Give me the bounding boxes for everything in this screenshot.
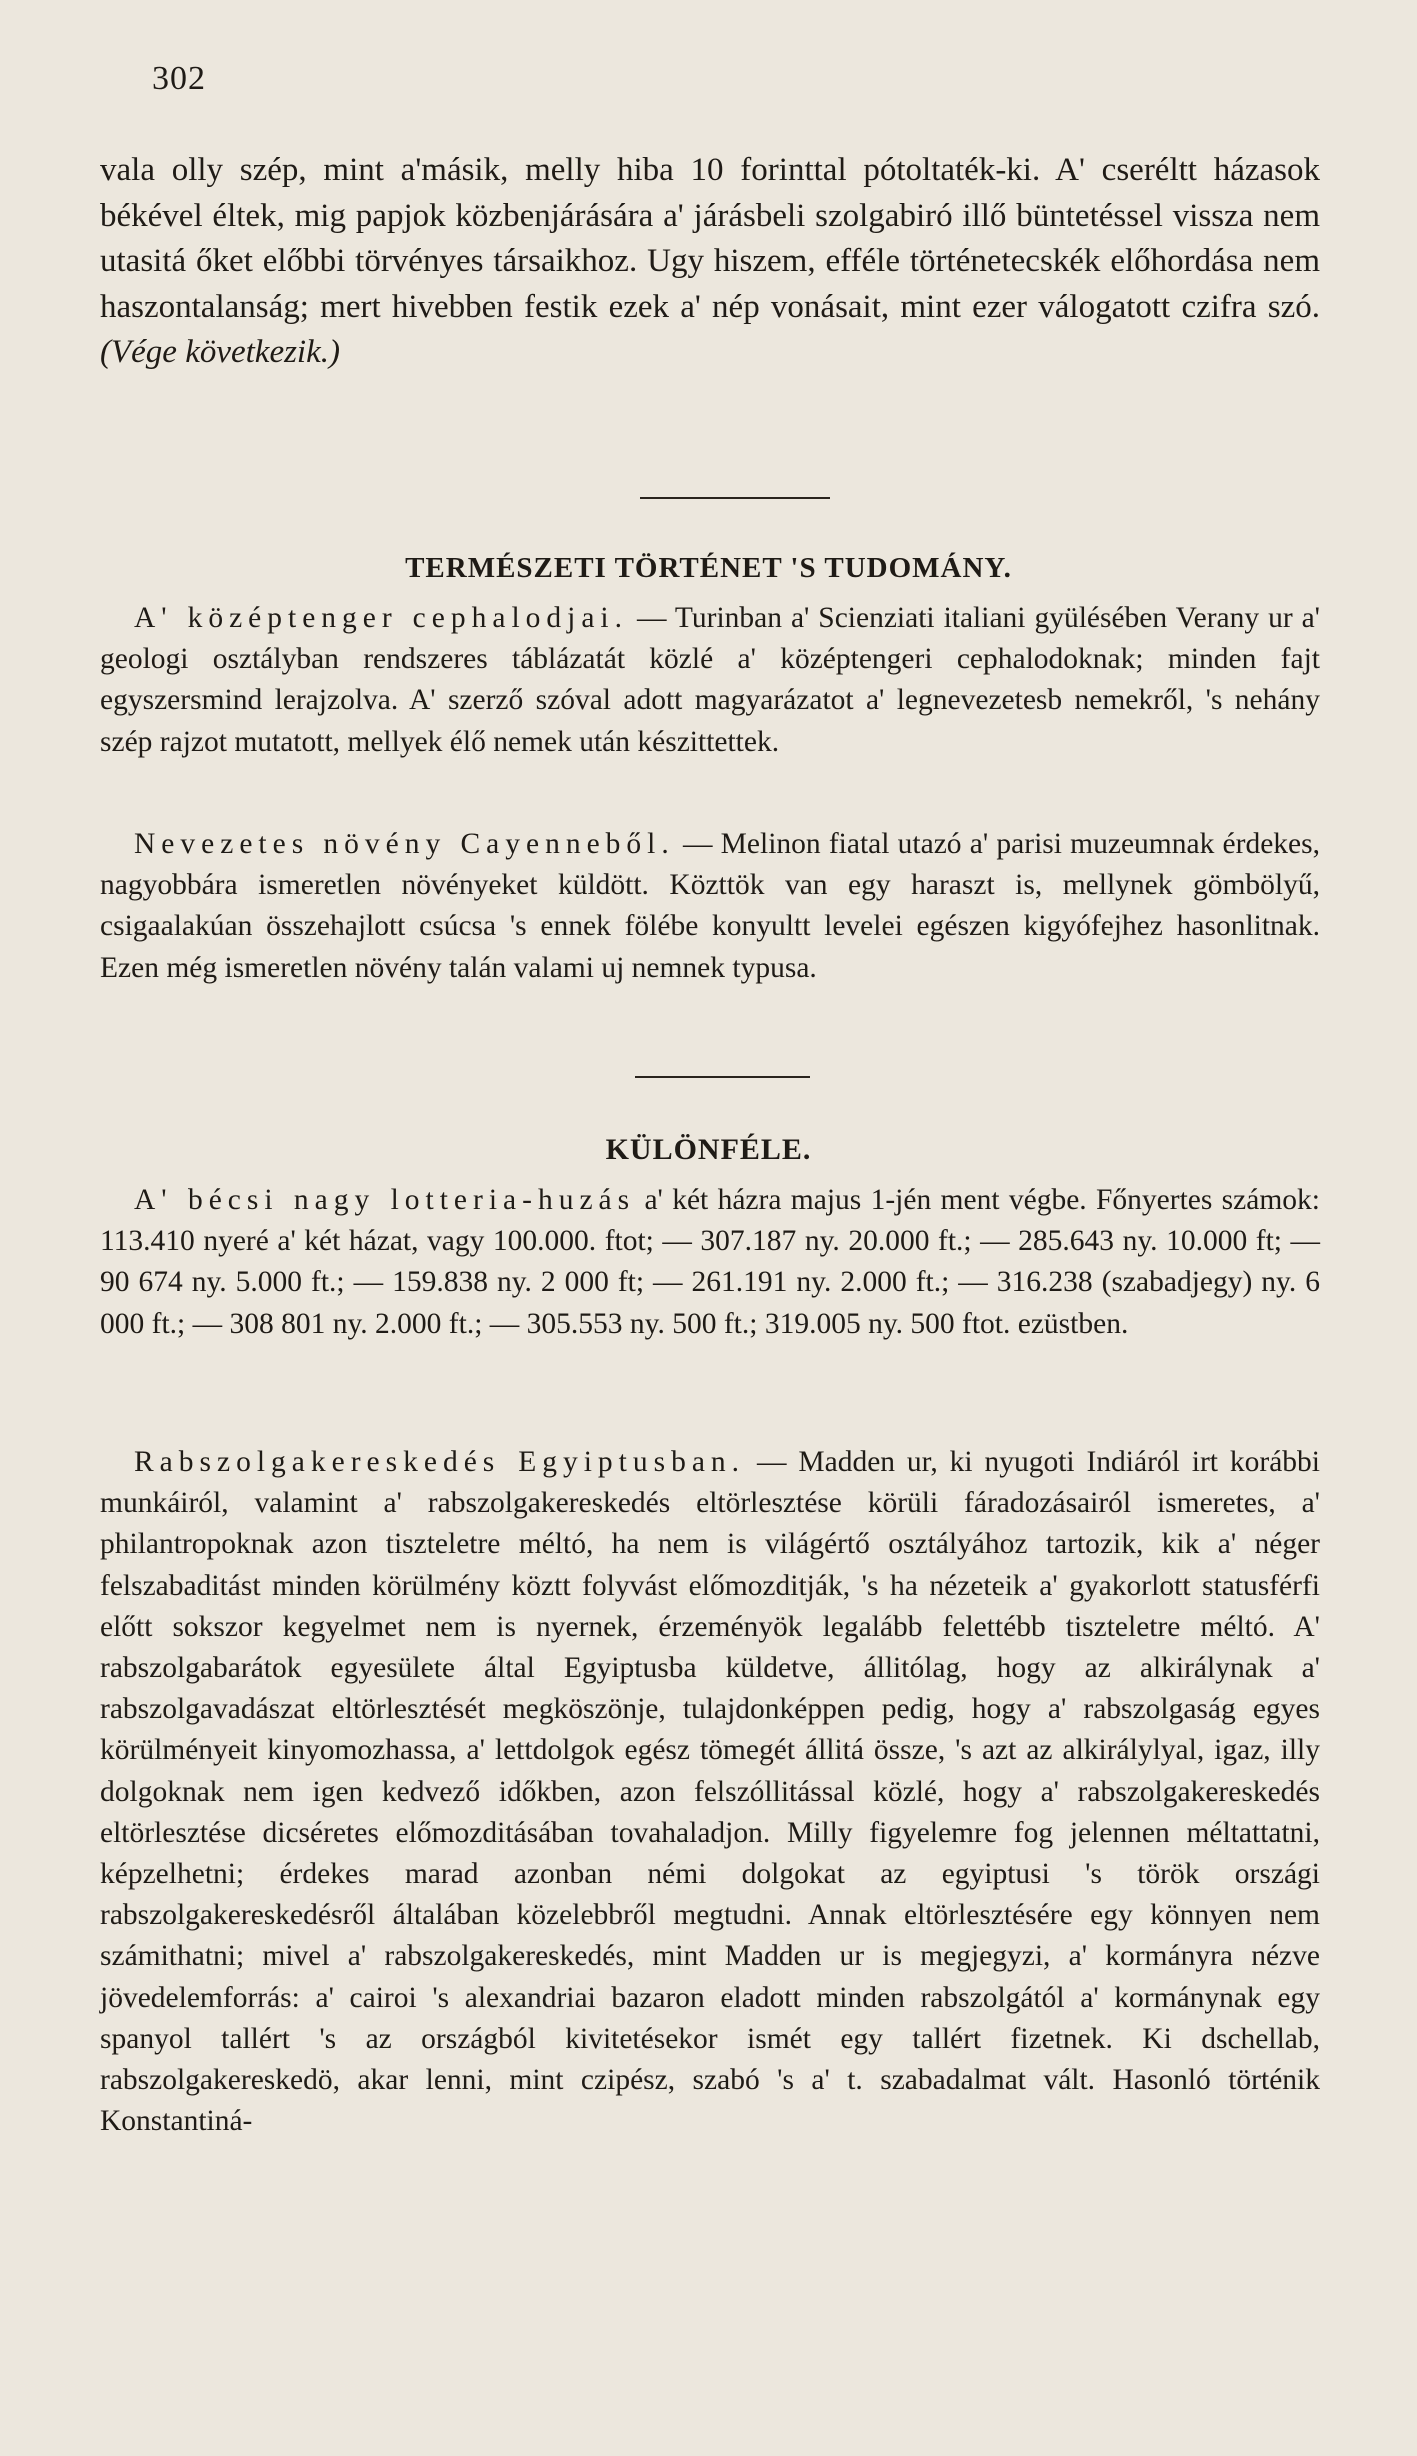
article-lead: A' bécsi nagy lotteria-huzás [134,1184,636,1216]
intro-body: vala olly szép, mint a'másik, melly hiba 10 forinttal pótoltaték-ki. A' cseréltt házasok békével éltek, mig papjok közbenjárására a' járásbeli szolgabiró illő büntetéssel vissza nem utasitá őket előbbi törvényes társaikhoz. Ugy hiszem, efféle történetecskék előhordása nem haszontalanság; mert hivebben festik ezek a' nép vonásait, mint ezer válogatott czifra szó. [100,152,1320,325]
article-vienna-lottery [100,1180,1320,1345]
intro-paragraph [100,148,1320,376]
article-lead: Rabszolgakereskedés Egyiptusban. [134,1446,746,1478]
article-body: a' két házra majus 1-jén ment végbe. Főnyertes számok: 113.410 nyeré a' két házat, vagy 100.000. ftot; — 307.187 ny. 20.000 ft.; — 285.643 ny. 10.000 ft; — 90 674 ny. 5.000 ft.; — 159.838 ny. 2 000 ft; — 261.191 ny. 2.000 ft.; — 316.238 (szabadjegy) ny. 6 000 ft.; — 308 801 ny. 2.000 ft.; — 305.553 ny. 500 ft.; 319.005 ny. 500 ftot. ezüstben. [100,1184,1320,1340]
intro-text [100,148,1320,376]
article-cephalopods [100,598,1320,763]
article-body: — Turinban a' Scienziati italiani gyülésében Verany ur a' geologi osztályban rendszeres táblázatát közlé a' középtengeri cephalodoknak; minden fajt egyszersmind lerajzolva. A' szerző szóval adott magyarázatot a' legnevezetesb nemekről, 's nehány szép rajzot mutatott, mellyek élő nemek után készittettek. [100,602,1320,758]
continued-note: (Vége következik.) [100,334,340,370]
page-number: 302 [152,60,206,97]
article-body: — Madden ur, ki nyugoti Indiáról irt korábbi munkáiról, valamint a' rabszolgakereskedés eltörlesztése körüli fáradozásairól ismeretes, a' philantropoknak azon tiszteletre méltó, ha nem is világértő osztályához tartozik, kik a' néger felszabaditást minden körülmény köztt folyvást előmozditják, 's ha nézeteik a' gyakorlott statusférfi előtt sokszor kegyelmet nem is nyernek, érzeményök legalább felettébb tiszteletre méltó. A' rabszolgabarátok egyesülete által Egyiptusba küldetve, állitólag, hogy az alkirálynak a' rabszolgavadászat eltörlesztését megköszönje, tulajdonképpen pedig, hogy a' rabszolgaság egyes körülményeit kinyomozhassa, a' lettdolgok egész tömegét állitá össze, 's azt az alkirálylyal, igaz, illy dolgoknak nem igen kedvező időkben, azon felszóllitással közlé, hogy a' rabszolgakereskedés eltörlesztése dicséretes előmozditásában tovahaladjon. Milly figyelemre fog jelennen méltattatni, képzelhetni; érdekes marad azonban némi dolgokat az egyiptusi 's török országi rabszolgakereskedésről általában közelebbről megtudni. Annak eltörlesztésére egy könnyen nem számithatni; mivel a' rabszolgakereskedés, mint Madden ur is megjegyzi, a' kormányra nézve jövedelemforrás: a' cairoi 's alexandriai bazaron eladott minden rabszolgától a' kormánynak egy spanyol tallért 's az országból kivitetésekor ismét egy tallért fizetnek. Ki dschellab, rabszolgakereskedö, akar lenni, mint czipész, szabó 's a' t. szabadalmat vált. Hasonló történik Konstantiná- [100,1446,1320,2138]
section-heading-natural-history: TERMÉSZETI TÖRTÉNET 'S TUDOMÁNY. [405,552,1012,584]
article-slave-trade-egypt [100,1442,1320,2142]
article-cayenne-plant [100,824,1320,989]
article-body: — Melinon fiatal utazó a' parisi muzeumnak érdekes, nagyobbára ismeretlen növényeket küldött. Közttök van egy haraszt is, mellynek gömbölyű, csigaalakúan összehajlott csúcsa 's ennek fölébe konyultt levelei egészen kigyófejhez hasonlitnak. Ezen még ismeretlen növény talán valami uj nemnek typusa. [100,828,1320,984]
article-lead: Nevezetes növény Cayenneből. [134,828,675,860]
section-divider-2 [635,1076,810,1078]
section-heading-miscellany: KÜLÖNFÉLE. [605,1133,812,1166]
section-divider-1 [640,497,830,499]
article-lead: A' középtenger cephalodjai. [134,602,629,634]
